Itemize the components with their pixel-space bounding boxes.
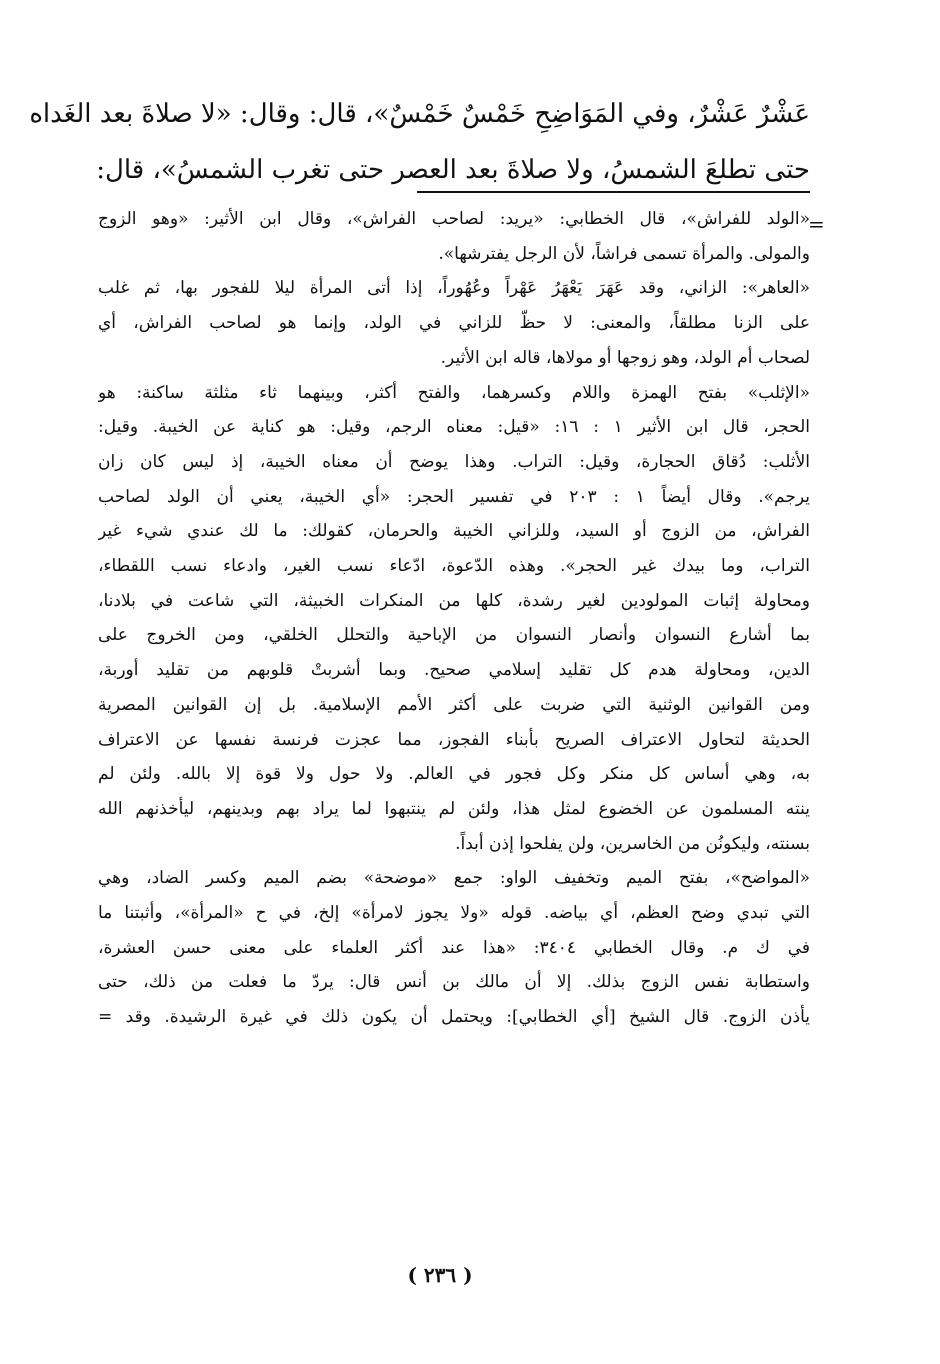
- note-line: الدين، ومحاولة هدم كل تقليد إسلامي صحيح. وبما أشربتْ قلوبهم من تقليد أوربة،: [98, 660, 810, 681]
- note-line: التي تبدي وضح العظم، أي بياضه. قوله «ولا يجوز لامرأة» إلخ، في ح «المرأة»، وأثبتنا ما: [98, 903, 810, 924]
- note-line: الحجر، قال ابن الأثير ١ : ١٦: «قيل: معناه الرجم، وقيل: هو كناية عن الخيبة. وقيل:: [98, 417, 810, 438]
- note-line: في ك م. وقال الخطابي ٣٤٠٤: «هذا عند أكثر العلماء على معنى حسن العشرة،: [98, 937, 810, 958]
- note-line: يأذن الزوج. قال الشيخ [أي الخطابي]: ويحتمل أن يكون ذلك في غيرة الرشيدة. وقد =: [98, 1007, 810, 1028]
- footnote-separator-rule: [417, 191, 810, 193]
- note-line: «المواضح»، بفتح الميم وتخفيف الواو: جمع «موضحة» بضم الميم وكسر الضاد، وهي: [98, 868, 810, 889]
- note-line: واستطابة نفس الزوج بذلك. إلا أن مالك بن أنس قال: يردّ ما فعلت من ذلك، حتى: [98, 972, 810, 993]
- note-line: ينته المسلمون عن الخضوع لمثل هذا، ولئن لم ينتبهوا لما يراد بهم وبدينهم، ليأخذنهم الله: [98, 798, 810, 819]
- main-text: [29, 86, 810, 198]
- note-line: الحديثة لتحاول الاعتراف الصريح بأبناء الفجوز، مما عجزت فرنسة نفسها عن الاعتراف: [98, 729, 810, 750]
- note-line: بسنته، وليكونُن من الخاسرين، ولن يفلحوا إذن أبداً.: [455, 833, 810, 854]
- main-line-1: عَشْرٌ عَشْرٌ، وفي المَوَاضِحِ خَمْسٌ خَمْسٌ»، قال: وقال: «لا صلاةَ بعد الغَداه: [29, 99, 810, 129]
- note-line: الأثلب: دُقاق الحجارة، وقيل: التراب. وهذا يوضح أن معناه الخيبة، إذ ليس كان زان: [98, 451, 810, 472]
- note-line: لصحاب أم الولد، وهو زوجها أو مولاها، قاله ابن الأثير.: [440, 347, 810, 368]
- note-line: «العاهر»: الزاني، وقد عَهَرَ يَعْهَرُ عَهْراً وعُهُوراً، إذا أتى المرأة ليلا للفجور بها، ثم غلب: [98, 278, 810, 299]
- note-line: بما أشارع النسوان وأنصار النسوان من الإباحية والتحلل الخلقي، ومن الخروج على: [98, 625, 810, 646]
- note-line: «الإثلب» بفتح الهمزة واللام وكسرهما، والفتح أكثر، وبينهما ثاء مثلثة ساكنة: هو: [98, 382, 810, 403]
- main-line-2: حتى تطلعَ الشمسُ، ولا صلاةَ بعد العصر حتى تغرب الشمسُ»، قال:: [96, 155, 810, 185]
- note-line: ومحاولة إثبات المولودين لغير رشدة، كلها من المنكرات الخبيثة، التي شاعت في بلادنا،: [98, 590, 810, 611]
- note-line: الفراش، من الزوج أو السيد، وللزاني الخيبة والحرمان، كقولك: ما لك عندي شيء غير: [98, 521, 810, 542]
- note-line: به، وهي أساس كل منكر وكل فجور في العالم. ولا حول ولا قوة إلا بالله. ولئن لم: [98, 764, 810, 785]
- note-line: على الزنا مطلقاً، والمعنى: لا حظّ للزاني في الولد، وإنما هو لصاحب الفراش، أي: [98, 313, 810, 334]
- note-line: ومن القوانين الوثنية التي ضربت على أكثر الأمم الإسلامية. بل إن القوانين المصرية: [98, 694, 810, 715]
- note-line: يرجم». وقال أيضاً ١ : ٢٠٣ في تفسير الحجر: «أي الخيبة، يعني أن الولد لصاحب: [98, 486, 810, 507]
- note-line: التراب، وما بيدك غير الحجر». وهذه الدّعوة، ادّعاء نسب الغير، وادعاء نسب اللقطاء،: [98, 556, 810, 577]
- note-line: «الولد للفراش»، قال الخطابي: «يريد: لصاحب الفراش»، وقال ابن الأثير: «وهو الزوج: [98, 209, 810, 229]
- continuation-mark: =: [808, 212, 825, 236]
- note-line: والمولى. والمرأة تسمى فراشاً، لأن الرجل يفترشها».: [438, 243, 810, 264]
- page-number: ( ٢٣٦ ): [407, 1263, 473, 1287]
- footnotes: [98, 202, 810, 1035]
